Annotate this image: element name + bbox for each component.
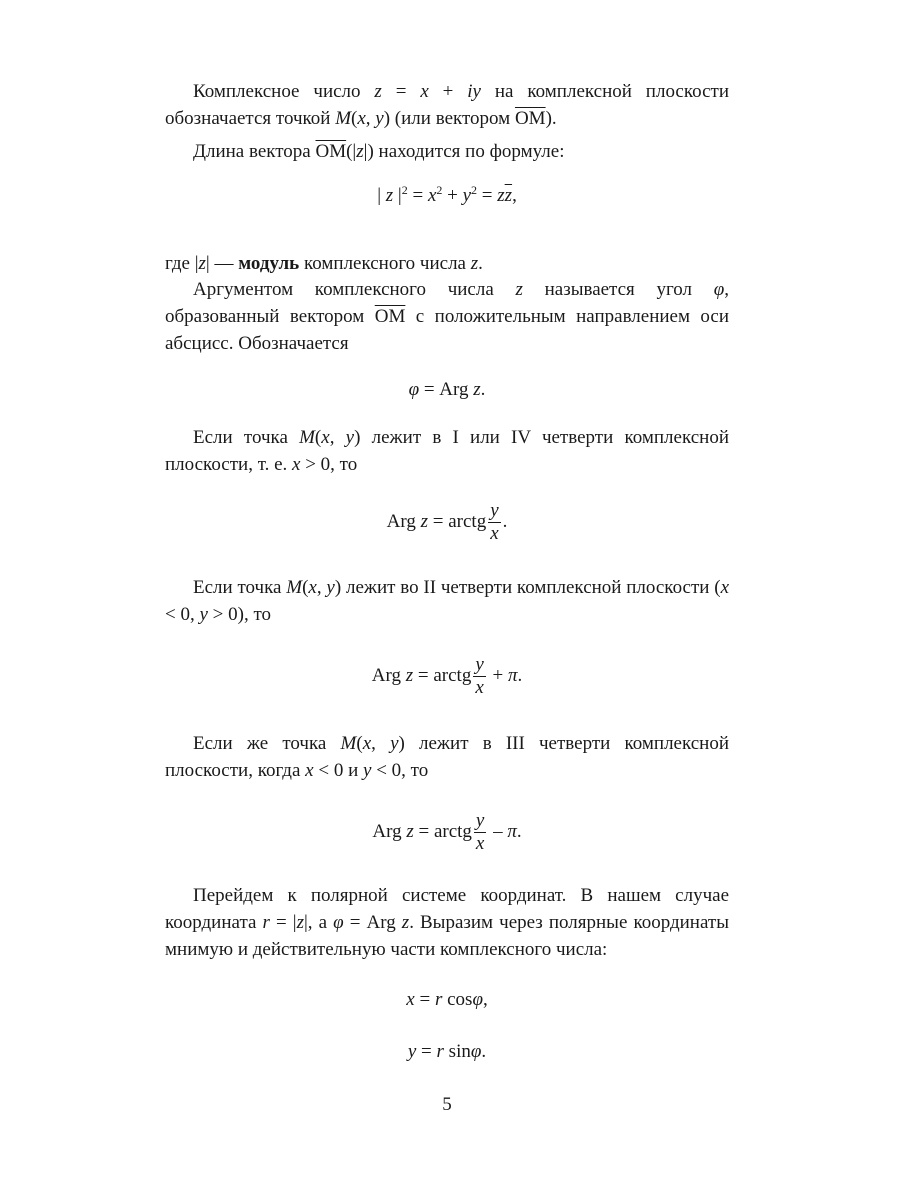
formula-y-polar (165, 1038, 729, 1065)
text: ( (302, 577, 309, 598)
var-M: M (299, 427, 315, 448)
var-M: M (335, 108, 352, 129)
numerator: y (490, 500, 499, 521)
text: = (416, 1041, 437, 1062)
var-x: x (292, 454, 301, 475)
paragraph-quadrant-3 (165, 730, 729, 784)
text: . (478, 253, 483, 274)
paragraph-vector-length (165, 138, 729, 165)
text: Комплексное число (193, 81, 375, 102)
text: Arg (386, 510, 421, 532)
formula-arg-quadrant-1-4 (165, 500, 729, 545)
text: |) находится по формуле: (363, 141, 565, 162)
text: ( (314, 427, 322, 448)
paragraph-polar-coordinates (165, 882, 729, 963)
text: ) лежит в III четверти комплексной плоскости, когда (165, 733, 730, 781)
var-y: y (407, 1041, 417, 1062)
text: | (377, 185, 386, 206)
text: < 0, (165, 604, 200, 625)
text: Arg (371, 664, 406, 686)
numerator: y (475, 654, 484, 675)
var-x: x (321, 427, 330, 448)
var-z: z (515, 279, 523, 300)
text: . (480, 379, 486, 400)
text: – (488, 820, 508, 842)
var-z: z (473, 379, 481, 400)
text: = arctg (413, 664, 472, 686)
var-x: x (305, 760, 314, 781)
const-pi: π (507, 820, 517, 842)
text: + (442, 185, 463, 206)
var-x: x (420, 81, 429, 102)
var-y: y (462, 185, 472, 206)
var-z: z (374, 81, 382, 102)
text: где | (165, 253, 199, 274)
denominator: x (475, 677, 484, 698)
text: ) лежит во II четверти комплексной плоскости ( (334, 577, 721, 598)
page-number: 5 (442, 1094, 452, 1115)
numerator: y (475, 810, 485, 831)
var-r: r (434, 989, 443, 1010)
var-y: y (326, 577, 335, 598)
text: Если точка (193, 427, 300, 448)
text: . Выразим через полярные координаты мнимую и действительную части комплексного числа: (165, 912, 729, 960)
text: = (477, 185, 498, 206)
var-phi: φ (472, 989, 483, 1010)
vector-OM: $\overline{OM}$ (374, 306, 406, 327)
text: Arg (372, 820, 407, 842)
paragraph-quadrant-1-4 (165, 424, 729, 478)
exponent: 2 (436, 183, 443, 197)
text: |, а (303, 912, 334, 933)
var-z: z (356, 141, 364, 162)
formula-modulus (165, 182, 729, 209)
text: Длина вектора (193, 141, 316, 162)
text: , (371, 733, 391, 754)
text: ). (545, 108, 557, 129)
formula-arg-definition (165, 376, 729, 403)
text: Если точка (193, 577, 287, 598)
fraction-y-over-x (473, 654, 485, 699)
text: . (502, 510, 508, 532)
text: , образованный вектором (165, 279, 729, 327)
var-r: r (436, 1041, 444, 1062)
text: , (365, 108, 376, 129)
var-x: x (720, 577, 729, 598)
var-phi: φ (408, 379, 420, 400)
var-z: z (497, 185, 505, 206)
text: | (393, 185, 402, 206)
text: Если же точка (193, 733, 341, 754)
text: + (487, 664, 508, 686)
text: ( (351, 108, 358, 129)
var-z: z (406, 820, 414, 842)
formula-arg-quadrant-2 (165, 654, 729, 699)
var-x: x (406, 989, 415, 1010)
text: cos (442, 989, 473, 1010)
term-modulus: модуль (238, 253, 300, 274)
var-r: r (262, 912, 270, 933)
var-z: z (198, 253, 206, 274)
paragraph-modulus-term (165, 250, 729, 277)
paragraph-quadrant-2 (165, 574, 729, 628)
text: + (428, 81, 468, 102)
var-y: y (363, 760, 372, 781)
exponent: 2 (471, 183, 478, 197)
text: (| (346, 141, 357, 162)
text: = arctg (428, 510, 487, 532)
var-y: y (345, 427, 355, 448)
text: = | (269, 912, 297, 933)
var-y: y (390, 733, 399, 754)
text: с положительным направлением оси абсцисс. Обозначается (165, 306, 729, 354)
var-phi: φ (333, 912, 344, 933)
text: , (316, 577, 327, 598)
var-z: z (296, 912, 304, 933)
text: , (329, 427, 346, 448)
text: = (407, 185, 428, 206)
vector-OM: $\overline{OM}$ (514, 108, 546, 129)
var-z-conjugate: $\overline{z}$ (504, 185, 513, 206)
text: = Arg (419, 379, 474, 400)
text: комплексного числа (299, 253, 471, 274)
text: , (512, 185, 517, 206)
var-z: z (385, 185, 394, 206)
text: ( (356, 733, 363, 754)
vector-OM: $\overline{OM}$ (315, 141, 347, 162)
text: = arctg (413, 820, 472, 842)
text: Аргументом комплексного числа (193, 279, 516, 300)
var-y: y (375, 108, 384, 129)
text: . (481, 1041, 487, 1062)
var-z: z (405, 664, 414, 686)
text: > 0), то (207, 604, 272, 625)
text: | — (205, 253, 239, 274)
text: = (381, 81, 421, 102)
var-x: x (362, 733, 372, 754)
text: > 0, то (300, 454, 358, 475)
var-x: x (427, 185, 437, 206)
text: ) (или вектором (383, 108, 515, 129)
text: = Arg (343, 912, 402, 933)
exponent: 2 (401, 183, 408, 197)
text: ) лежит в I или IV четверти комплексной плоскости, т. е. (165, 427, 729, 475)
text: , (482, 989, 488, 1010)
denominator: x (490, 523, 499, 544)
text: < 0 и (313, 760, 363, 781)
var-z: z (401, 912, 410, 933)
var-M: M (340, 733, 357, 754)
var-x: x (357, 108, 366, 129)
var-x: x (308, 577, 317, 598)
formula-arg-quadrant-3 (165, 810, 729, 855)
text: = (414, 989, 435, 1010)
var-M: M (286, 577, 303, 598)
text: < 0, то (371, 760, 429, 781)
denominator: x (475, 833, 485, 854)
text: называется угол (522, 279, 714, 300)
var-z: z (470, 253, 479, 274)
text: sin (443, 1041, 471, 1062)
fraction-y-over-x (488, 500, 500, 545)
text: . (516, 820, 522, 842)
var-iy: iy (467, 81, 481, 102)
const-pi: π (507, 664, 518, 686)
var-phi: φ (470, 1041, 482, 1062)
var-z: z (420, 510, 428, 532)
var-phi: φ (713, 279, 725, 300)
formula-x-polar (165, 986, 729, 1013)
text: на комплексной плоскости обозначается точкой (165, 81, 729, 129)
paragraph-argument-definition (165, 276, 729, 357)
var-y: y (199, 604, 208, 625)
fraction-y-over-x (474, 810, 486, 855)
paragraph-complex-number-definition (165, 78, 729, 132)
text: . (517, 664, 523, 686)
text: Перейдем к полярной системе координат. В нашем случае координата (165, 885, 729, 933)
